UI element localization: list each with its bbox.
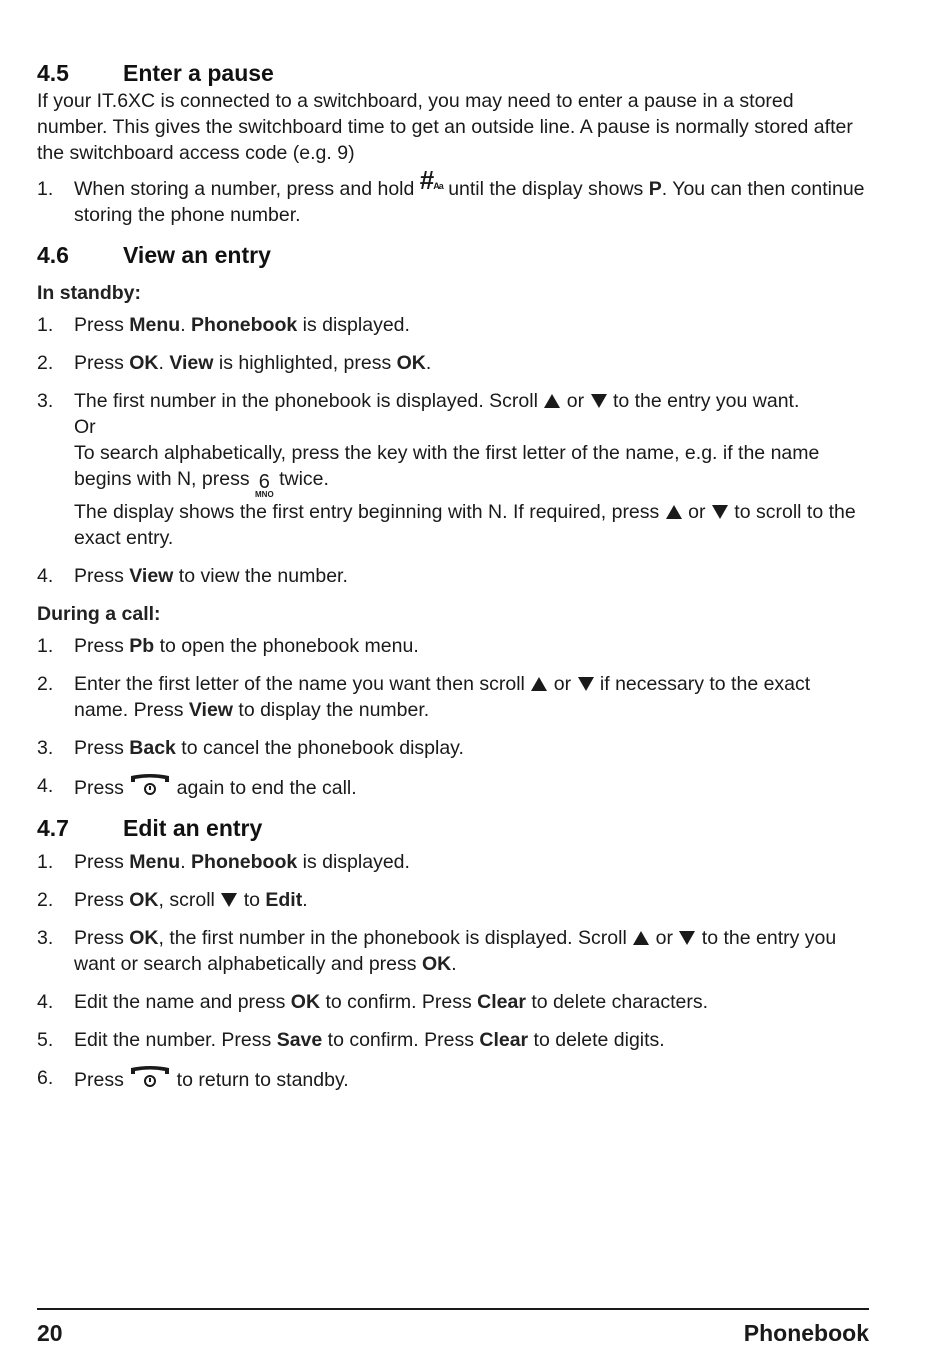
- steps-list: [37, 165, 869, 228]
- list-item: 4. Press again to end the call.: [37, 775, 357, 799]
- section-4-6: [37, 240, 869, 801]
- subheading-during-call: During a call:: [37, 603, 161, 625]
- triangle-down-icon: [220, 892, 238, 908]
- section-heading: [37, 58, 869, 88]
- footer-rule: [37, 1308, 869, 1310]
- section-heading: [37, 813, 869, 843]
- six-key-icon: 6 MNO: [255, 471, 274, 499]
- end-call-icon: [129, 773, 171, 797]
- list-item: 3. The first number in the phonebook is displayed. Scroll or to the entry you want. Or To search alphabetically, press the key with the first letter of the name, e.g. if the name begins with N, press 6 MNO twice. The display shows the first entry beginning with N. If required, press or to scroll to the exact entry.: [37, 390, 856, 549]
- triangle-down-icon: [678, 930, 696, 946]
- call-steps: [37, 633, 869, 801]
- triangle-up-icon: [543, 393, 561, 409]
- list-item: 1. Press Menu. Phonebook is displayed.: [37, 851, 410, 873]
- list-item: 4. Press View to view the number.: [37, 565, 348, 587]
- hash-key-icon: #Aa: [419, 165, 443, 195]
- section-title: Enter a pause: [123, 60, 274, 86]
- triangle-up-icon: [632, 930, 650, 946]
- edit-steps: [37, 849, 869, 1093]
- section-4-7: [37, 813, 869, 1093]
- section-4-5: [37, 58, 869, 228]
- end-call-icon: [129, 1065, 171, 1089]
- list-item: 3. Press OK, the first number in the phonebook is displayed. Scroll or to the entry you want or search alphabetically and press OK.: [37, 927, 837, 975]
- list-item: 3. Press Back to cancel the phonebook display.: [37, 737, 464, 759]
- section-title: View an entry: [123, 242, 271, 268]
- standby-steps: [37, 312, 869, 589]
- list-item: 2. Press OK, scroll to Edit.: [37, 889, 308, 911]
- subheading-standby: In standby:: [37, 282, 142, 304]
- triangle-down-icon: [590, 393, 608, 409]
- list-item: 1. Press Menu. Phonebook is displayed.: [37, 314, 410, 336]
- intro-paragraph: If your IT.6XC is connected to a switchboard, you may need to enter a pause in a stored number. This gives the switchboard time to get an outside line. A pause is normally stored after the switchboard access code (e.g. 9): [37, 90, 853, 164]
- list-item: 1. When storing a number, press and hold #Aa until the display shows P. You can then continue storing the phone number.: [37, 165, 865, 226]
- triangle-up-icon: [665, 504, 683, 520]
- section-number: 4.5: [37, 60, 69, 86]
- list-item: 2. Press OK. View is highlighted, press OK.: [37, 352, 432, 374]
- triangle-up-icon: [530, 676, 548, 692]
- section-number: 4.6: [37, 242, 69, 268]
- section-heading: [37, 240, 869, 270]
- list-item: 4. Edit the name and press OK to confirm. Press Clear to delete characters.: [37, 991, 709, 1013]
- section-number: 4.7: [37, 815, 69, 841]
- list-item: 2. Enter the first letter of the name you want then scroll or if necessary to the exact name. Press View to display the number.: [37, 673, 811, 721]
- list-item: 6. Press to return to standby.: [37, 1067, 349, 1091]
- footer-section-title: Phonebook: [743, 1320, 869, 1346]
- triangle-down-icon: [711, 504, 729, 520]
- list-item: 1. Press Pb to open the phonebook menu.: [37, 635, 419, 657]
- section-title: Edit an entry: [123, 815, 263, 841]
- manual-page: [37, 58, 869, 1105]
- triangle-down-icon: [577, 676, 595, 692]
- list-item: 5. Edit the number. Press Save to confirm. Press Clear to delete digits.: [37, 1029, 665, 1051]
- page-number: 20: [37, 1320, 63, 1346]
